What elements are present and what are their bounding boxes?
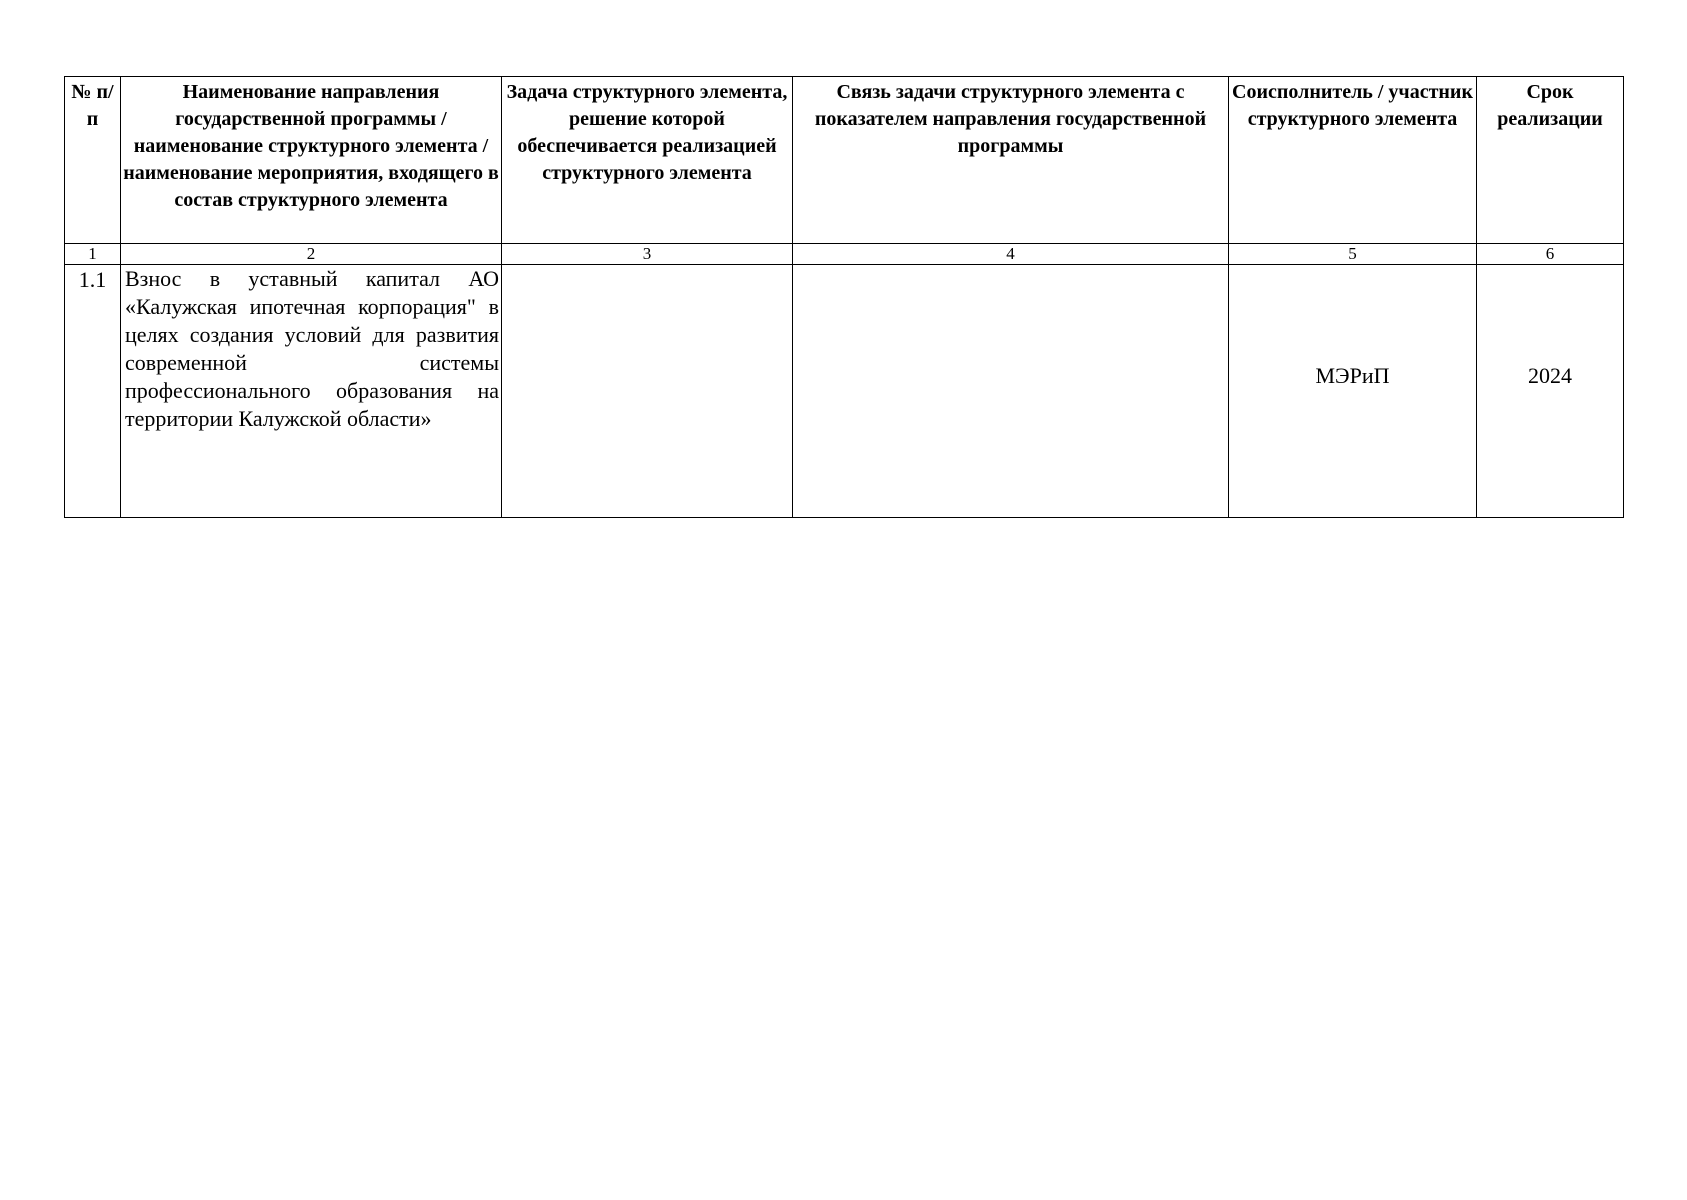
header-name: Наименование направления государственной программы / наименование структурного элемента / наименование мероприятия, входящего в состав структурного элемента — [121, 77, 502, 244]
header-num: № п/п — [65, 77, 121, 244]
header-term: Срок реализации — [1477, 77, 1624, 244]
row-task — [502, 265, 793, 518]
column-number: 3 — [502, 244, 793, 265]
column-number: 1 — [65, 244, 121, 265]
row-executor: МЭРиП — [1229, 265, 1477, 518]
header-link: Связь задачи структурного элемента с показателем направления государственной программы — [793, 77, 1229, 244]
header-task: Задача структурного элемента, решение которой обеспечивается реализацией структурного элемента — [502, 77, 793, 244]
column-number: 2 — [121, 244, 502, 265]
row-number: 1.1 — [65, 265, 121, 518]
header-row — [65, 77, 1624, 244]
column-number-row — [65, 244, 1624, 265]
program-table — [64, 76, 1624, 518]
column-number: 5 — [1229, 244, 1477, 265]
row-name: Взнос в уставный капитал АО «Калужская ипотечная корпорация" в целях создания условий для развития современной системы профессионального образования на территории Калужской области» — [121, 265, 502, 518]
table-row — [65, 265, 1624, 518]
column-number: 4 — [793, 244, 1229, 265]
row-link — [793, 265, 1229, 518]
row-term: 2024 — [1477, 265, 1624, 518]
header-executor: Соисполнитель / участник структурного элемента — [1229, 77, 1477, 244]
column-number: 6 — [1477, 244, 1624, 265]
